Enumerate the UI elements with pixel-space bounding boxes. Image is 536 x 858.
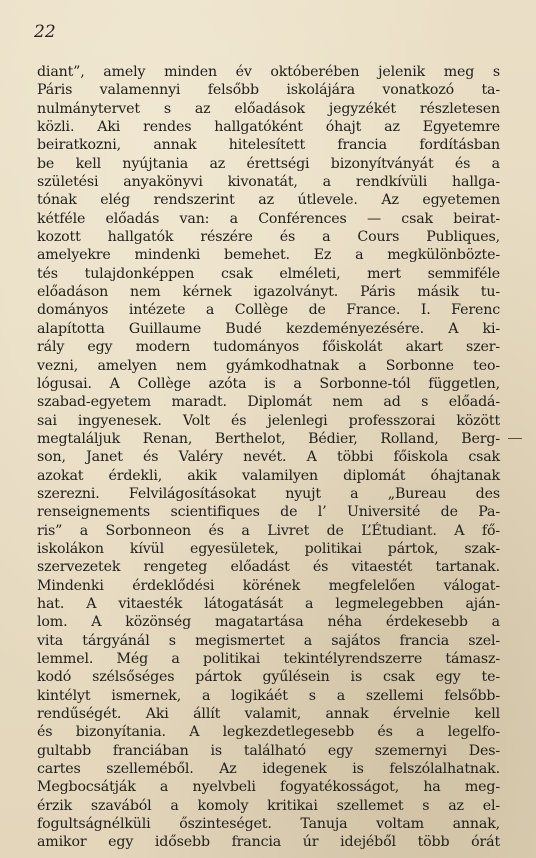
text-line: cartes szelleméből. Az idegenek is felszólalhatnak.: [37, 761, 500, 778]
text-line: és bizonyítania. A legkezdetlegesebb és a legelfo-: [37, 724, 500, 741]
text-line: vita tárgyánál s megismertet a sajátos francia szel-: [37, 632, 500, 649]
text-line: kozott hallgatók részére és a Cours Publiques,: [37, 229, 500, 246]
text-line: tónak elég rendszerint az útlevele. Az egyetemen: [37, 192, 500, 209]
text-line: lom. A közönség magatartása néha érdekesebb a: [37, 614, 500, 631]
text-line: fogultságnélküli őszinteséget. Tanuja voltam annak,: [37, 816, 500, 833]
text-line: amikor egy idősebb francia úr idejéből több órát: [37, 834, 500, 851]
text-line: beiratkozni, annak hitelesített francia fordításban: [37, 137, 500, 154]
text-line: tés tulajdonképpen csak elméleti, mert semmiféle: [37, 265, 500, 282]
text-line: dományos intézete a Collège de France. I. Ferenc: [37, 302, 500, 319]
text-line: lemmel. Még a politikai tekintélyrendszerre támasz-: [37, 651, 500, 667]
text-line: azokat érdekli, akik valamilyen diplomát óhajtanak: [37, 467, 500, 484]
text-line: előadáson nem kérnek igazolványt. Páris másik tu-: [37, 284, 500, 301]
text-line: renseignements scientifiques de l’ Université de Pa-: [37, 504, 500, 521]
text-line: kodó szélsőséges pártok gyűlésein is csak egy te-: [37, 669, 500, 686]
text-line: Mindenki érdeklődési körének megfelelően válogat-: [37, 577, 500, 594]
text-line: nulmánytervet s az előadások jegyzékét részletesen: [37, 100, 500, 117]
text-line: szabad-egyetem maradt. Diplomát nem ad s előadá-: [37, 394, 500, 411]
margin-mark: [508, 438, 522, 439]
text-line: érzik szavából a komoly kritikai szellemet s az el-: [37, 797, 500, 814]
text-line: Megbocsátják a nyelvbeli fogyatékosságot, ha meg-: [37, 779, 500, 796]
text-line: közli. Aki rendes hallgatóként óhajt az Egyetemre: [37, 119, 500, 136]
text-line: hat. A vitaesték látogatását a legmelegebben aján-: [37, 595, 500, 612]
text-line: alapította Guillaume Budé kezdeményezésére. A ki-: [37, 320, 500, 337]
text-line: diant”, amely minden év októberében jelenik meg s: [37, 64, 500, 80]
text-line: Páris valamennyi felsőbb iskolájára vonatkozó ta-: [37, 82, 500, 99]
text-line: születési anyakönyvi kivonatát, a rendkívüli hallga-: [37, 174, 500, 191]
text-line: rendűségét. Aki állít valamit, annak érvelnie kell: [37, 706, 500, 723]
text-line: rály egy modern tudományos főiskolát akart szer-: [37, 339, 500, 356]
text-line: son, Janet és Valéry nevét. A többi főiskola csak: [37, 449, 500, 466]
page-number: 22: [34, 22, 56, 42]
body-text: [37, 63, 500, 852]
text-line: iskolákon kívül egyesületek, politikai pártok, szak-: [37, 540, 500, 557]
text-line: megtaláljuk Renan, Berthelot, Bédier, Rolland, Berg-: [37, 430, 500, 447]
text-line: gultabb franciában is található egy szemernyi Des-: [37, 742, 500, 759]
text-line: kintélyt ismernek, a logikáét s a szellemi felsőbb-: [37, 687, 500, 704]
text-line: szerezni. Felvilágosításokat nyujt a „Bureau des: [37, 485, 500, 502]
text-line: kétféle előadás van: a Conférences — csak beirat-: [37, 210, 500, 227]
text-line: ris” a Sorbonneon és a Livret de L’Étudiant. A fő-: [37, 522, 500, 539]
text-line: be kell nyújtania az érettségi bizonyítványát és a: [37, 155, 500, 172]
text-line: szervezetek rengeteg előadást és vitaestét tartanak.: [37, 559, 500, 576]
text-line: lógusai. A Collège azóta is a Sorbonne-tól független,: [37, 375, 500, 392]
text-line: vezni, amelyen nem gyámkodhatnak a Sorbonne teo-: [37, 357, 500, 374]
text-line: amelyekre mindenki bemehet. Ez a megkülönbözte-: [37, 247, 500, 264]
text-line: sai ingyenesek. Volt és jelenlegi professzorai között: [37, 412, 500, 429]
